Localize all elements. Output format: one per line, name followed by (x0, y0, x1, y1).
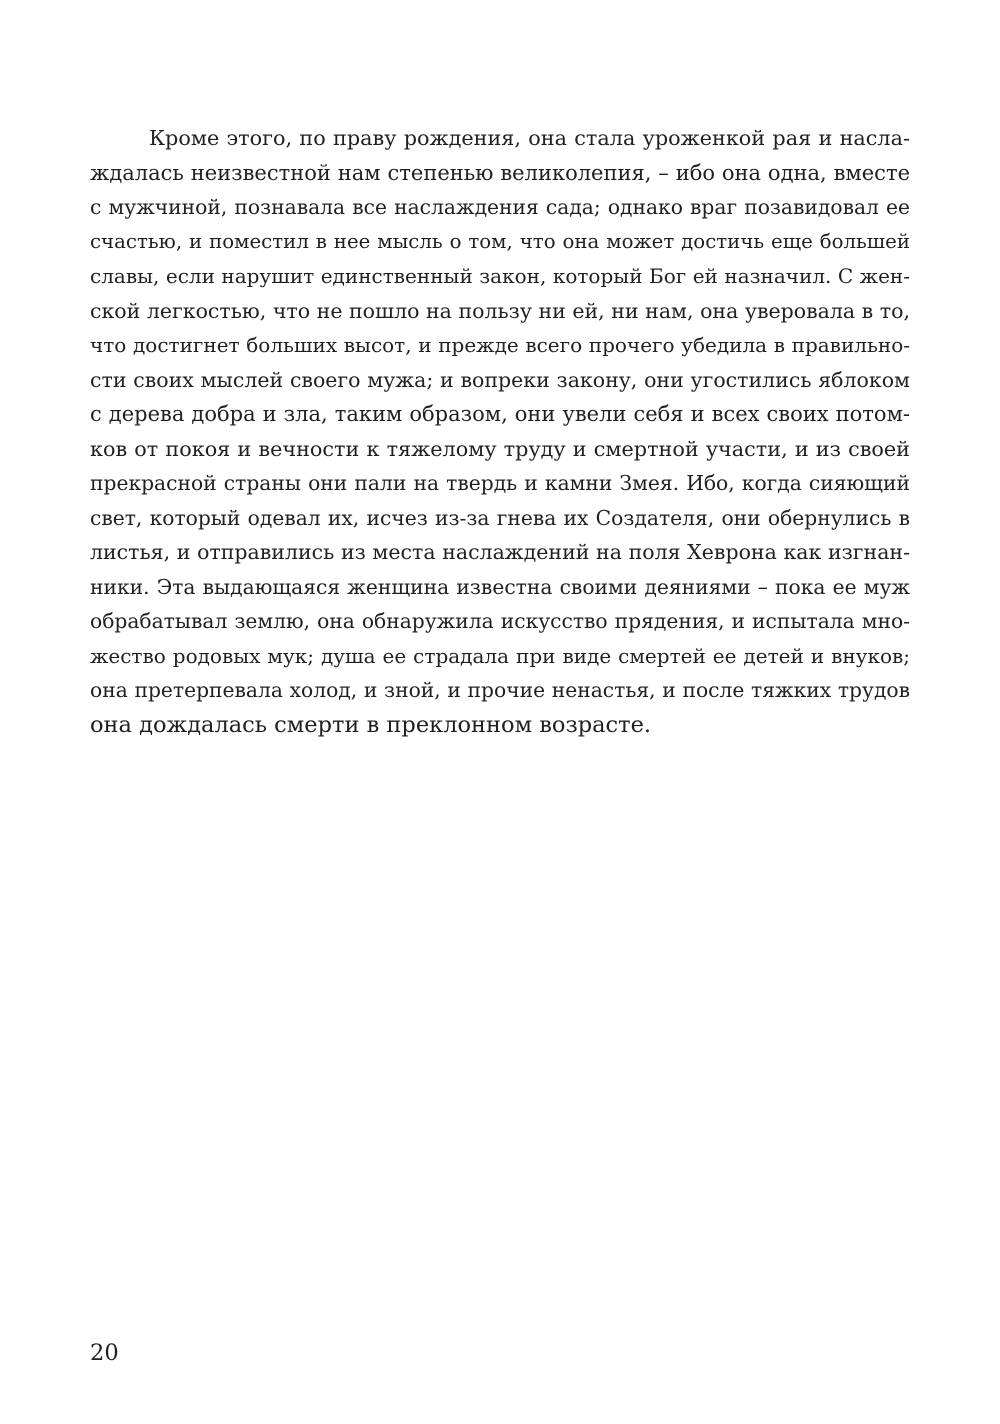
body-paragraph (90, 121, 910, 742)
paragraph-line: листья, и отправились из места наслаждений на поля Хеврона как изгнан- (90, 540, 910, 564)
paragraph-line: ской легкостью, что не пошло на пользу ни ей, ни нам, она уверовала в то, (90, 298, 910, 323)
paragraph-line: свет, который одевал их, исчез из-за гнева их Создателя, они обернулись в (90, 505, 910, 530)
page-number: 20 (90, 1340, 119, 1366)
paragraph-line: ков от покоя и вечности к тяжелому труду и смертной участи, и из своей (90, 436, 910, 461)
paragraph-line: Кроме этого, по праву рождения, она стала уроженкой рая и насла- (149, 126, 910, 150)
paragraph-line: что достигнет больших высот, и прежде всего прочего убедила в правильно- (90, 333, 910, 357)
paragraph-line: она претерпевала холод, и зной, и прочие ненастья, и после тяжких трудов (90, 678, 910, 702)
paragraph-line: славы, если нарушит единственный закон, который Бог ей назначил. С жен- (90, 264, 910, 288)
paragraph-line: сти своих мыслей своего мужа; и вопреки закону, они угостились яблоком (90, 367, 910, 392)
paragraph-line: с дерева добра и зла, таким образом, они увели себя и всех своих потом- (90, 402, 910, 426)
paragraph-line: жество родовых мук; душа ее страдала при виде смертей ее детей и внуков; (90, 643, 910, 668)
paragraph-line: ники. Эта выдающаяся женщина известна своими деяниями – пока ее муж (90, 574, 910, 599)
paragraph-line: ждалась неизвестной нам степенью великолепия, – ибо она одна, вместе (90, 160, 910, 185)
paragraph-line: она дождалась смерти в преклонном возрасте. (90, 711, 652, 738)
paragraph-line: счастью, и поместил в нее мысль о том, что она может достичь еще большей (90, 229, 910, 253)
paragraph-line: с мужчиной, познавала все наслаждения сада; однако враг позавидовал ее (90, 195, 910, 219)
paragraph-line: прекрасной страны они пали на твердь и камни Змея. Ибо, когда сияющий (90, 471, 910, 495)
paragraph-line: обрабатывал землю, она обнаружила искусство прядения, и испытала мно- (90, 609, 910, 633)
